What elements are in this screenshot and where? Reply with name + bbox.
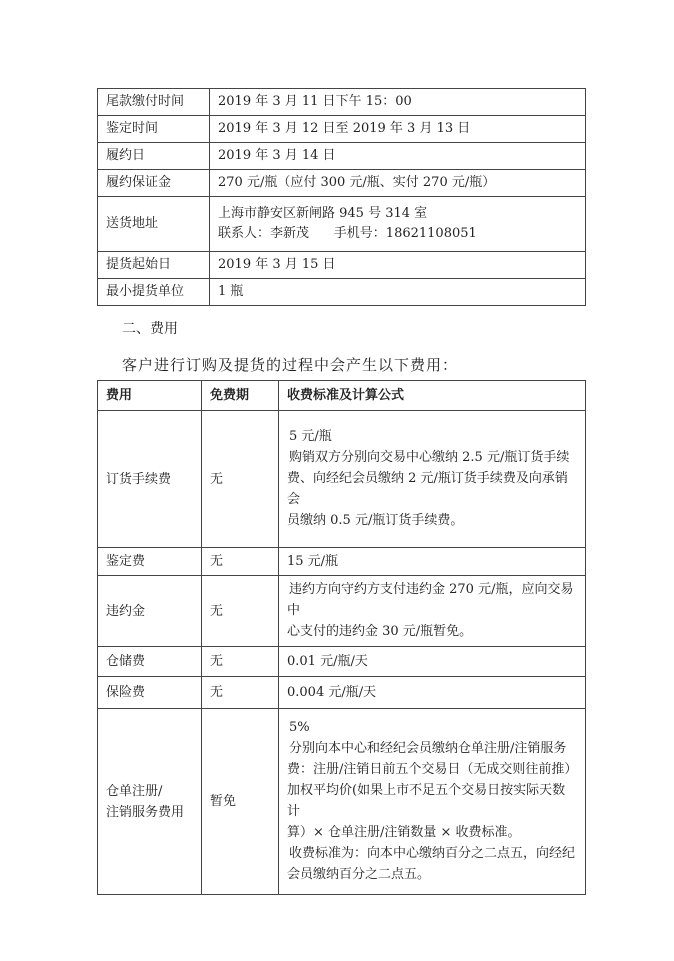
table-row bbox=[98, 89, 586, 116]
fee-standard bbox=[279, 576, 586, 647]
fee-standard bbox=[279, 411, 586, 548]
standard-line: 5 元/瓶 bbox=[289, 429, 332, 444]
table-row bbox=[98, 576, 586, 647]
table-row bbox=[98, 252, 586, 279]
delivery-contact: 联系人：李新茂 手机号：18621108051 bbox=[218, 226, 477, 241]
table-row bbox=[98, 170, 586, 197]
fee-table bbox=[97, 380, 586, 895]
fee-free: 无 bbox=[202, 576, 279, 647]
table-row bbox=[98, 411, 586, 548]
standard-line: 费：注册/注销日前五个交易日（无成交则往前推） bbox=[287, 762, 578, 777]
table-row bbox=[98, 143, 586, 170]
fee-free: 无 bbox=[202, 647, 279, 677]
fee-free: 无 bbox=[202, 548, 279, 576]
fee-free: 无 bbox=[202, 411, 279, 548]
fee-name bbox=[98, 709, 202, 895]
header-free-period: 免费期 bbox=[202, 381, 279, 411]
fee-standard: 0.01 元/瓶/天 bbox=[279, 647, 586, 677]
table-row bbox=[98, 677, 586, 709]
header-standard: 收费标准及计算公式 bbox=[279, 381, 586, 411]
table-row bbox=[98, 548, 586, 576]
row-value: 1 瓶 bbox=[210, 279, 586, 306]
fee-name-line: 注销服务费用 bbox=[106, 804, 185, 820]
fee-name: 订货手续费 bbox=[98, 411, 202, 548]
table-header-row bbox=[98, 381, 586, 411]
standard-line: 购销双方分别向交易中心缴纳 2.5 元/瓶订货手续 bbox=[289, 450, 570, 465]
row-value: 2019 年 3 月 11 日下午 15：00 bbox=[210, 89, 586, 116]
standard-line: 加权平均价(如果上市不足五个交易日按实际天数计 bbox=[287, 783, 566, 819]
row-label: 尾款缴付时间 bbox=[98, 89, 210, 116]
standard-line: 收费标准为：向本中心缴纳百分之二点五，向经纪 bbox=[289, 846, 576, 861]
row-label: 履约日 bbox=[98, 143, 210, 170]
intro-paragraph: 客户进行订购及提货的过程中会产生以下费用： bbox=[122, 356, 459, 374]
fee-standard: 15 元/瓶 bbox=[279, 548, 586, 576]
standard-line: 费、向经纪会员缴纳 2 元/瓶订货手续费及向承销会 bbox=[287, 471, 568, 507]
delivery-info-table bbox=[97, 88, 586, 306]
table-row bbox=[98, 279, 586, 306]
row-value: 2019 年 3 月 12 日至 2019 年 3 月 13 日 bbox=[210, 116, 586, 143]
section-heading: 二、费用 bbox=[122, 321, 178, 337]
table-row bbox=[98, 197, 586, 252]
fee-free: 无 bbox=[202, 677, 279, 709]
table-row bbox=[98, 647, 586, 677]
standard-line: 员缴纳 0.5 元/瓶订货手续费。 bbox=[287, 513, 464, 528]
fee-free: 暂免 bbox=[202, 709, 279, 895]
standard-line: 会员缴纳百分之二点五。 bbox=[287, 867, 431, 882]
row-value bbox=[210, 197, 586, 252]
row-value: 2019 年 3 月 15 日 bbox=[210, 252, 586, 279]
standard-line: 算）× 仓单注册/注销数量 × 收费标准。 bbox=[287, 825, 521, 840]
row-label: 最小提货单位 bbox=[98, 279, 210, 306]
row-value: 2019 年 3 月 14 日 bbox=[210, 143, 586, 170]
row-label: 送货地址 bbox=[98, 197, 210, 252]
header-fee: 费用 bbox=[98, 381, 202, 411]
fee-standard bbox=[279, 709, 586, 895]
standard-line: 心支付的违约金 30 元/瓶暂免。 bbox=[287, 624, 473, 639]
row-value: 270 元/瓶（应付 300 元/瓶、实付 270 元/瓶） bbox=[210, 170, 586, 197]
fee-standard: 0.004 元/瓶/天 bbox=[279, 677, 586, 709]
row-label: 履约保证金 bbox=[98, 170, 210, 197]
fee-name: 违约金 bbox=[98, 576, 202, 647]
fee-name: 鉴定费 bbox=[98, 548, 202, 576]
row-label: 鉴定时间 bbox=[98, 116, 210, 143]
fee-name-line: 仓单注册/ bbox=[106, 783, 163, 799]
table-row bbox=[98, 709, 586, 895]
standard-line: 分别向本中心和经纪会员缴纳仓单注册/注销服务 bbox=[289, 741, 567, 756]
standard-line: 违约方向守约方支付违约金 270 元/瓶，应向交易中 bbox=[287, 582, 574, 618]
fee-name: 仓储费 bbox=[98, 647, 202, 677]
standard-line: 5% bbox=[289, 720, 310, 735]
fee-name: 保险费 bbox=[98, 677, 202, 709]
row-label: 提货起始日 bbox=[98, 252, 210, 279]
delivery-address: 上海市静安区新闸路 945 号 314 室 bbox=[218, 206, 428, 221]
table-row bbox=[98, 116, 586, 143]
